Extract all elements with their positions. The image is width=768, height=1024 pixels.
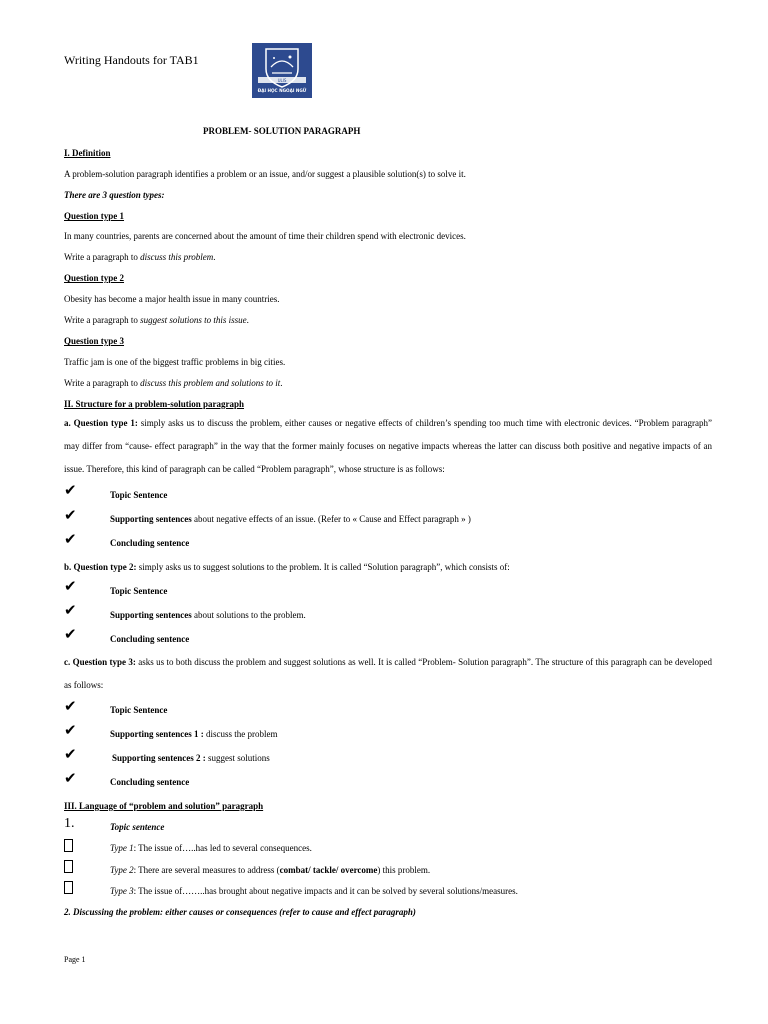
question-type-2-text: Obesity has become a major health issue in many countries. [64, 294, 280, 304]
question-type-2-structure-paragraph: b. Question type 2: simply asks us to suggest solutions to the problem. It is called “Solution paragraph”, which consists of: [64, 562, 510, 572]
question-type-1-structure-paragraph: a. Question type 1: simply asks us to discuss the problem, either causes or negative effects of children’s spending too much time with electronic devices. “Problem paragraph” may differ from “cause- effect paragraph” in the way that the former mainly focuses on negative impacts whereas the latter can discuss both positive and negative impacts of an issue. Therefore, this kind of paragraph can be called “Problem paragraph”, whose structure is as follows: [64, 418, 712, 474]
topic-sentence-label: Topic sentence [110, 822, 165, 832]
question-type-1-task: Write a paragraph to discuss this problem. [64, 252, 216, 262]
list-item-supporting-sentences: Supporting sentences about negative effects of an issue. (Refer to « Cause and Effect paragraph » ) [110, 514, 471, 524]
question-type-3-task: Write a paragraph to discuss this problem and solutions to it. [64, 378, 283, 388]
svg-text:ULIS: ULIS [277, 78, 287, 83]
check-icon: ✔ [64, 769, 77, 787]
svg-text:ĐẠI HỌC NGOẠI NGỮ: ĐẠI HỌC NGOẠI NGỮ [257, 88, 307, 93]
check-icon: ✔ [64, 577, 77, 595]
question-type-1-heading: Question type 1 [64, 211, 125, 221]
header-title: Writing Handouts for TAB1 [64, 53, 199, 67]
check-icon: ✔ [64, 601, 77, 619]
question-type-1-text: In many countries, parents are concerned about the amount of time their children spend with electronic devices. [64, 231, 466, 241]
crest-icon [252, 43, 312, 98]
check-icon: ✔ [64, 721, 77, 739]
check-icon: ✔ [64, 697, 77, 715]
list-item-supporting-sentences: Supporting sentences about solutions to the problem. [110, 610, 306, 620]
empty-box-icon [64, 839, 73, 852]
question-type-3-text: Traffic jam is one of the biggest traffic problems in big cities. [64, 357, 286, 367]
list-item-topic-sentence: Topic Sentence [110, 705, 168, 715]
types-intro: There are 3 question types: [64, 190, 165, 200]
question-type-2-heading: Question type 2 [64, 273, 125, 283]
check-icon: ✔ [64, 745, 77, 763]
topic-type-3: Type 3: The issue of……..has brought about negative impacts and it can be solved by several solutions/measures. [110, 886, 518, 896]
list-item-concluding-sentence: Concluding sentence [110, 634, 190, 644]
topic-type-2: Type 2: There are several measures to address (combat/ tackle/ overcome) this problem. [110, 865, 431, 875]
check-icon: ✔ [64, 506, 77, 524]
check-icon: ✔ [64, 625, 77, 643]
check-icon: ✔ [64, 530, 77, 548]
university-logo [252, 43, 312, 98]
list-item-concluding-sentence: Concluding sentence [110, 538, 190, 548]
list-item-supporting-sentences-2: Supporting sentences 2 : suggest solutions [112, 753, 270, 763]
definition-text: A problem-solution paragraph identifies a problem or an issue, and/or suggest a plausible solution(s) to solve it. [64, 169, 466, 179]
list-number: 1. [64, 816, 75, 831]
empty-box-icon [64, 860, 73, 873]
question-type-3-heading: Question type 3 [64, 336, 125, 346]
question-type-2-task: Write a paragraph to suggest solutions to this issue. [64, 315, 249, 325]
list-item-supporting-sentences-1: Supporting sentences 1 : discuss the problem [110, 729, 278, 739]
section-3-heading: III. Language of “problem and solution” paragraph [64, 801, 264, 811]
check-icon: ✔ [64, 481, 77, 499]
section-2-heading: II. Structure for a problem-solution paragraph [64, 399, 245, 409]
discussing-problem-heading: 2. Discussing the problem: either causes or consequences (refer to cause and effect paragraph) [64, 907, 416, 917]
question-type-3-structure-paragraph: c. Question type 3: asks us to both discuss the problem and suggest solutions as well. It is called “Problem- Solution paragraph”. The structure of this paragraph can be developed as follows: [64, 657, 712, 690]
list-item-concluding-sentence: Concluding sentence [110, 777, 190, 787]
page-number: Page 1 [64, 955, 86, 964]
page-title: PROBLEM- SOLUTION PARAGRAPH [203, 126, 361, 136]
list-item-topic-sentence: Topic Sentence [110, 586, 168, 596]
section-1-heading: I. Definition [64, 148, 111, 158]
empty-box-icon [64, 881, 73, 894]
topic-type-1: Type 1: The issue of…..has led to several consequences. [110, 843, 312, 853]
list-item-topic-sentence: Topic Sentence [110, 490, 168, 500]
